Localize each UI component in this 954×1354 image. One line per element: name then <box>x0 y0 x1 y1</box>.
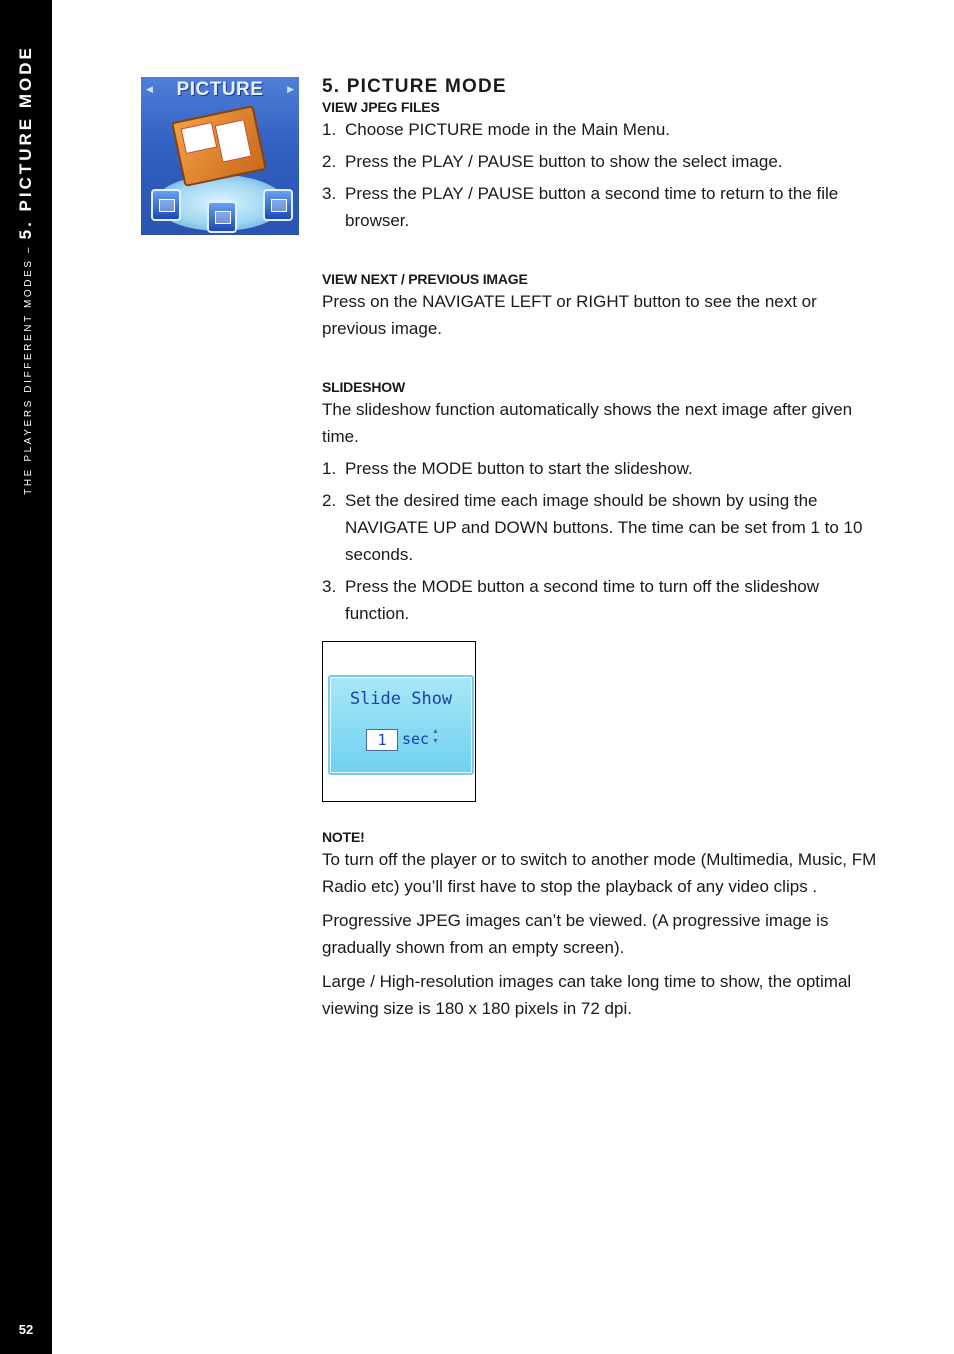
section-title: VIEW NEXT / PREVIOUS IMAGE <box>322 271 528 287</box>
photo-album-icon <box>171 105 267 187</box>
section-title: NOTE! <box>322 829 365 845</box>
section-view-next <box>322 270 882 342</box>
sidebar-small-text: THE PLAYERS DIFFERENT MODES – <box>23 244 34 495</box>
arrow-left-icon: ◀ <box>146 84 153 94</box>
paragraph: Progressive JPEG images can’t be viewed. (A progressive image is gradually shown from an empty screen). <box>322 911 829 957</box>
section-slideshow <box>322 378 882 627</box>
slideshow-unit: sec <box>402 730 430 748</box>
sidebar-big-text: 5. PICTURE MODE <box>16 45 35 240</box>
main-content <box>322 76 882 1029</box>
section-title: SLIDESHOW <box>322 379 405 395</box>
slideshow-dialog <box>328 675 474 775</box>
section-note <box>322 828 882 1022</box>
slideshow-dialog-title: Slide Show <box>349 689 453 709</box>
slideshow-seconds-value: 1 <box>366 729 398 751</box>
up-down-arrows-icon: ▲ ▼ <box>432 728 439 745</box>
list-item: 1. Choose PICTURE mode in the Main Menu. <box>322 120 671 139</box>
paragraph: The slideshow function automatically shows the next image after given time. <box>322 400 853 446</box>
picture-menu-icon <box>141 77 299 235</box>
page-title: 5. PICTURE MODE <box>322 76 507 97</box>
section-title: VIEW JPEG FILES <box>322 99 440 115</box>
album-photo <box>215 119 252 162</box>
list-item: 3. Press the MODE button a second time to turn off the slideshow function. <box>322 577 820 623</box>
list-item: 2. Set the desired time each image should be shown by using the NAVIGATE UP and DOWN buttons. The time can be set from 1 to 10 seconds. <box>322 491 863 564</box>
list-item: 2. Press the PLAY / PAUSE button to show the select image. <box>322 152 783 171</box>
sidebar-section-title <box>16 45 36 495</box>
album-photo <box>181 122 218 154</box>
slideshow-screen-image <box>322 641 476 802</box>
page-number: 52 <box>18 1322 34 1337</box>
paragraph: Press on the NAVIGATE LEFT or RIGHT button to see the next or previous image. <box>322 292 817 338</box>
book-icon <box>263 189 293 221</box>
list-item: 3. Press the PLAY / PAUSE button a second time to return to the file browser. <box>322 184 839 230</box>
paragraph: To turn off the player or to switch to another mode (Multimedia, Music, FM Radio etc) you’ll first have to stop the playback of any video clips . <box>322 850 877 896</box>
steps-list <box>322 455 882 627</box>
section-view-jpeg <box>322 98 882 234</box>
steps-list <box>322 116 882 234</box>
list-icon <box>151 189 181 221</box>
picture-icon <box>207 201 237 233</box>
arrow-right-icon: ▶ <box>287 84 294 94</box>
paragraph: Large / High-resolution images can take long time to show, the optimal viewing size is 180 x 180 pixels in 72 dpi. <box>322 972 852 1018</box>
list-item: 1. Press the MODE button to start the slideshow. <box>322 459 693 478</box>
menu-icon-title: PICTURE <box>176 79 264 100</box>
sidebar <box>0 0 52 1354</box>
